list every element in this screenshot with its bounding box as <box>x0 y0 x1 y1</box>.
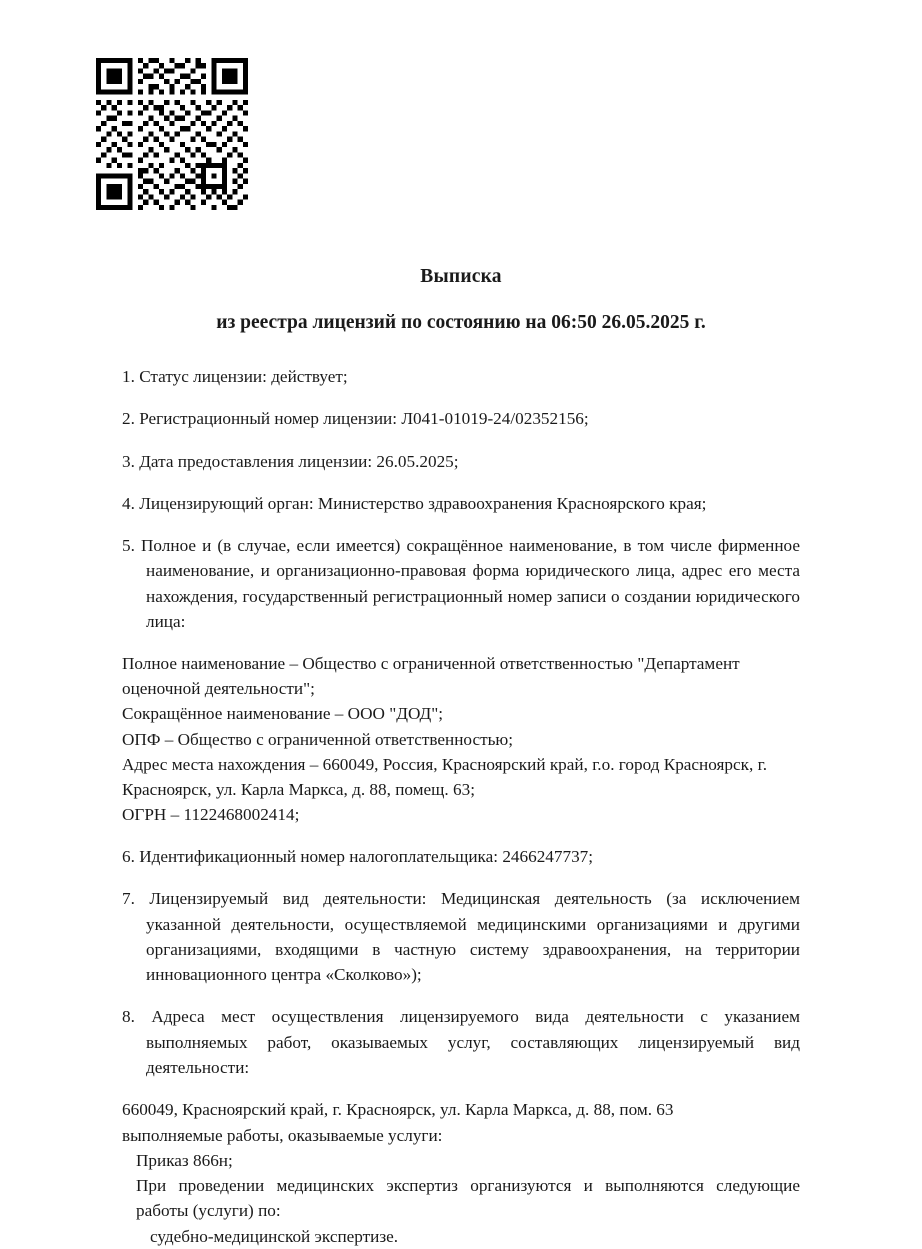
entity-details <box>122 651 800 827</box>
item-activity-addresses: 8. Адреса мест осуществления лицензируемого вида деятельности с указанием выполняемых работ, оказываемых услуг, составляющих лицензируемый вид деятельности: <box>122 1007 800 1077</box>
activity-service: судебно-медицинской экспертизе. <box>150 1226 399 1246</box>
entity-short-name: Сокращённое наименование – ООО "ДОД"; <box>122 704 444 724</box>
item-licensing-authority: 4. Лицензирующий орган: Министерство здравоохранения Красноярского края; <box>122 493 707 513</box>
entity-legal-form: ОПФ – Общество с ограниченной ответственностью; <box>122 729 514 749</box>
item-issue-date: 3. Дата предоставления лицензии: 26.05.2025; <box>122 451 459 471</box>
document-subtitle: из реестра лицензий по состоянию на 06:50 26.05.2025 г. <box>216 312 706 333</box>
activity-order: Приказ 866н; <box>136 1150 233 1170</box>
item-registration-number: 2. Регистрационный номер лицензии: Л041-01019-24/02352156; <box>122 409 589 429</box>
activity-address: 660049, Красноярский край, г. Красноярск, ул. Карла Маркса, д. 88, пом. 63 <box>122 1100 674 1120</box>
item-status: 1. Статус лицензии: действует; <box>122 367 348 386</box>
activity-address-details <box>122 1097 800 1249</box>
entity-address: Адрес места нахождения – 660049, Россия, Красноярский край, г.о. город Красноярск, г. Красноярск, ул. Карла Маркса, д. 88, помещ. 63; <box>122 754 767 799</box>
document-title: Выписка <box>420 266 502 287</box>
activity-works-label: выполняемые работы, оказываемые услуги: <box>122 1125 443 1145</box>
document-body <box>0 266 922 1249</box>
activity-intro: При проведении медицинских экспертиз организуются и выполняются следующие работы (услуги) по: <box>136 1176 800 1221</box>
item-activity-type: 7. Лицензируемый вид деятельности: Медицинская деятельность (за исключением указанной деятельности, осуществляемой медицинскими организациями и другими организациями, входящими в частную систему здравоохранения, на территории инновационного центра «Сколково»); <box>122 889 800 985</box>
qr-code-icon <box>96 58 248 210</box>
item-entity-names: 5. Полное и (в случае, если имеется) сокращённое наименование, в том числе фирменное наименование, и организационно-правовая форма юридического лица, адрес его места нахождения, государственный регистрационный номер записи о создании юридического лица: <box>122 536 800 631</box>
entity-ogrn: ОГРН – 1122468002414; <box>122 804 300 824</box>
item-taxpayer-number: 6. Идентификационный номер налогоплательщика: 2466247737; <box>122 847 594 867</box>
entity-full-name: Полное наименование – Общество с ограниченной ответственностью "Департамент оценочной деятельности"; <box>122 654 740 699</box>
